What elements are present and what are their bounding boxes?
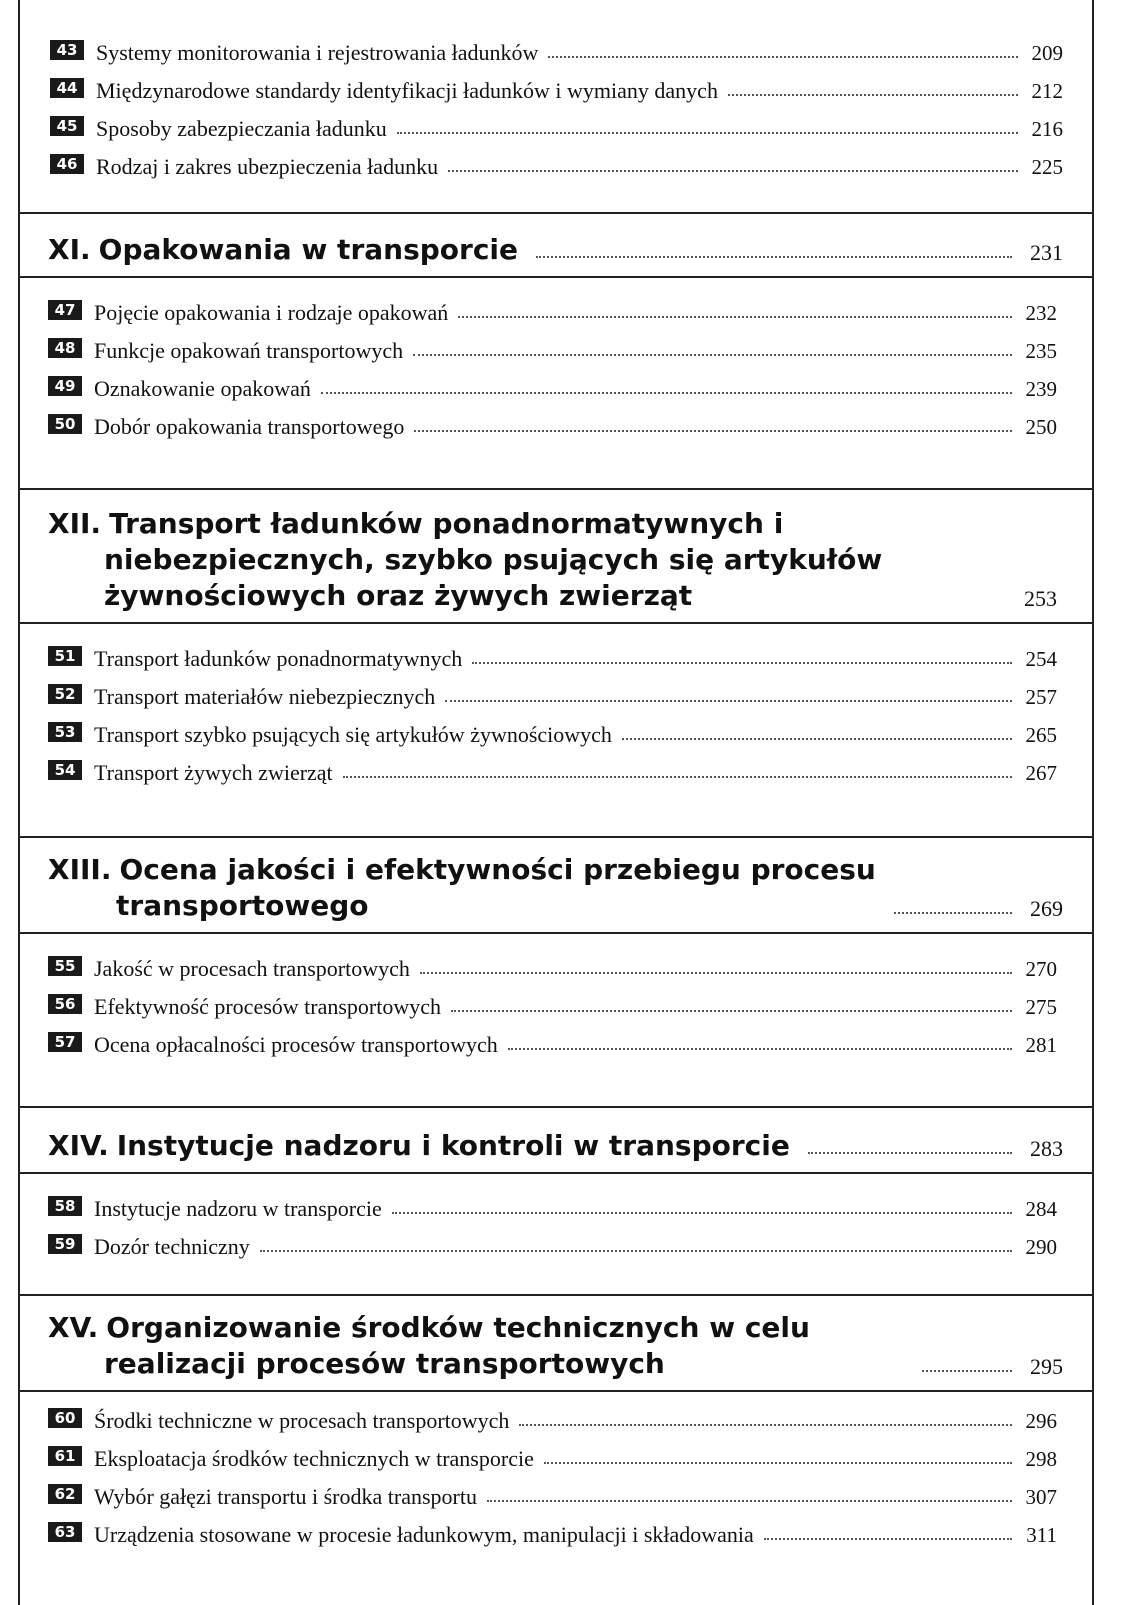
dot-leader xyxy=(397,132,1018,134)
toc-entry[interactable] xyxy=(48,1396,1057,1434)
chapter-title-text: Instytucje nadzoru i kontroli w transporcie xyxy=(116,1129,790,1162)
entry-title: Środki techniczne w procesach transportowych xyxy=(94,1408,510,1433)
chapter-section xyxy=(18,836,1093,1058)
dot-leader xyxy=(472,662,1011,664)
entry-page: 209 xyxy=(1031,41,1063,65)
toc-entry[interactable] xyxy=(48,1434,1057,1472)
chapter-number: XIV. xyxy=(48,1129,109,1162)
dot-leader xyxy=(458,316,1011,318)
entry-title: Międzynarodowe standardy identyfikacji ładunków i wymiany danych xyxy=(96,78,718,103)
entry-page: 281 xyxy=(1025,1033,1057,1057)
chapter-section xyxy=(18,488,1093,786)
dot-leader xyxy=(448,170,1017,172)
entry-page: 235 xyxy=(1025,339,1057,363)
dot-leader xyxy=(536,256,1012,258)
entry-number-badge: 58 xyxy=(48,1196,82,1216)
entry-number-badge: 61 xyxy=(48,1446,82,1466)
toc-entry[interactable] xyxy=(50,104,1063,142)
dot-leader xyxy=(764,1538,1012,1540)
entry-number-badge: 44 xyxy=(50,78,84,98)
entry-title: Wybór gałęzi transportu i środka transportu xyxy=(94,1484,477,1509)
entry-title: Efektywność procesów transportowych xyxy=(94,994,442,1019)
toc-entry[interactable] xyxy=(48,634,1057,672)
entry-title: Rodzaj i zakres ubezpieczenia ładunku xyxy=(96,154,439,179)
entry-title: Systemy monitorowania i rejestrowania ładunków xyxy=(96,40,539,65)
entry-page: 250 xyxy=(1025,415,1057,439)
dot-leader xyxy=(414,430,1011,432)
dot-leader xyxy=(548,56,1017,58)
chapter-page: 295 xyxy=(1030,1354,1063,1379)
entry-title: Transport żywych zwierząt xyxy=(94,760,333,785)
entry-number-badge: 45 xyxy=(50,116,84,136)
dot-leader xyxy=(413,354,1011,356)
entry-title: Transport ładunków ponadnormatywnych xyxy=(94,646,463,671)
dot-leader xyxy=(451,1010,1011,1012)
entry-title: Ocena opłacalności procesów transportowych xyxy=(94,1032,498,1057)
dot-leader xyxy=(392,1212,1012,1214)
dot-leader xyxy=(922,1370,1012,1372)
entry-page: 275 xyxy=(1025,995,1057,1019)
dot-leader xyxy=(622,738,1012,740)
entry-title: Urządzenia stosowane w procesie ładunkowym, manipulacji i składowania xyxy=(94,1522,754,1547)
entry-number-badge: 50 xyxy=(48,414,82,434)
dot-leader xyxy=(321,392,1012,394)
toc-entry[interactable] xyxy=(48,710,1057,748)
chapter-heading[interactable] xyxy=(18,1106,1093,1174)
entry-title: Transport materiałów niebezpiecznych xyxy=(94,684,436,709)
entry-page: 216 xyxy=(1031,117,1063,141)
entry-number-badge: 60 xyxy=(48,1408,82,1428)
entry-number-badge: 51 xyxy=(48,646,82,666)
toc-entry[interactable] xyxy=(48,672,1057,710)
toc-entry[interactable] xyxy=(48,1472,1057,1510)
entry-number-badge: 43 xyxy=(50,40,84,60)
chapter-title xyxy=(48,506,1024,614)
entry-page: 298 xyxy=(1025,1447,1057,1471)
toc-entry[interactable] xyxy=(48,288,1057,326)
entry-number-badge: 63 xyxy=(48,1522,82,1542)
entry-number-badge: 47 xyxy=(48,300,82,320)
entry-number-badge: 48 xyxy=(48,338,82,358)
chapter-section xyxy=(18,1294,1093,1548)
entry-title: Funkcje opakowań transportowych xyxy=(94,338,404,363)
chapter-title-text: Opakowania w transporcie xyxy=(98,233,519,266)
entry-page: 254 xyxy=(1025,647,1057,671)
toc-entry[interactable] xyxy=(48,982,1057,1020)
dot-leader xyxy=(519,1424,1011,1426)
entry-number-badge: 55 xyxy=(48,956,82,976)
entry-page: 290 xyxy=(1025,1235,1057,1259)
entry-page: 239 xyxy=(1025,377,1057,401)
entry-title: Instytucje nadzoru w transporcie xyxy=(94,1196,382,1221)
chapter-heading[interactable] xyxy=(18,1294,1093,1392)
entry-page: 296 xyxy=(1025,1409,1057,1433)
chapter-page: 269 xyxy=(1030,896,1063,921)
entry-title: Pojęcie opakowania i rodzaje opakowań xyxy=(94,300,449,325)
entry-page: 212 xyxy=(1031,79,1063,103)
chapter-title-text: Transport ładunków ponadnormatywnych i niebezpiecznych, szybko psujących się artykułów żywnościowych oraz żywych zwierząt xyxy=(104,507,883,612)
dot-leader xyxy=(487,1500,1012,1502)
dot-leader xyxy=(343,776,1012,778)
dot-leader xyxy=(420,972,1012,974)
entry-page: 265 xyxy=(1025,723,1057,747)
entry-title: Sposoby zabezpieczania ładunku xyxy=(96,116,387,141)
toc-entry[interactable] xyxy=(48,364,1057,402)
entry-number-badge: 56 xyxy=(48,994,82,1014)
chapter-title xyxy=(48,852,876,924)
toc-entry[interactable] xyxy=(48,1020,1057,1058)
toc-entry[interactable] xyxy=(48,326,1057,364)
entry-number-badge: 62 xyxy=(48,1484,82,1504)
dot-leader xyxy=(508,1048,1012,1050)
entry-title: Oznakowanie opakowań xyxy=(94,376,311,401)
entry-number-badge: 52 xyxy=(48,684,82,704)
chapter-title xyxy=(48,232,518,268)
chapter-title-text: Ocena jakości i efektywności przebiegu procesu transportowego xyxy=(116,853,876,922)
chapter-page: 231 xyxy=(1030,240,1063,265)
toc-entry[interactable] xyxy=(48,1510,1057,1548)
dot-leader xyxy=(808,1152,1012,1154)
toc-entry[interactable] xyxy=(48,1222,1057,1260)
chapter-number: XI. xyxy=(48,233,91,266)
entry-page: 225 xyxy=(1031,155,1063,179)
entry-page: 284 xyxy=(1025,1197,1057,1221)
entry-number-badge: 54 xyxy=(48,760,82,780)
entry-page: 270 xyxy=(1025,957,1057,981)
chapter-title xyxy=(48,1310,904,1382)
chapter-heading[interactable] xyxy=(18,488,1093,624)
entry-number-badge: 59 xyxy=(48,1234,82,1254)
toc-entry[interactable] xyxy=(48,1184,1057,1222)
entry-page: 232 xyxy=(1025,301,1057,325)
dot-leader xyxy=(894,912,1012,914)
toc-entry[interactable] xyxy=(48,748,1057,786)
dot-leader xyxy=(260,1250,1012,1252)
chapter-title-text: Organizowanie środków technicznych w celu realizacji procesów transportowych xyxy=(104,1311,810,1380)
entry-number-badge: 53 xyxy=(48,722,82,742)
toc-entry[interactable] xyxy=(48,402,1057,440)
entry-number-badge: 57 xyxy=(48,1032,82,1052)
toc-entry[interactable] xyxy=(50,66,1063,104)
chapter-number: XII. xyxy=(48,507,102,540)
entry-number-badge: 46 xyxy=(50,154,84,174)
entry-page: 311 xyxy=(1026,1523,1057,1547)
chapter-section xyxy=(18,212,1093,440)
chapter-number: XV. xyxy=(48,1311,99,1344)
dot-leader xyxy=(544,1462,1012,1464)
entry-page: 257 xyxy=(1025,685,1057,709)
dot-leader xyxy=(728,94,1018,96)
chapter-number: XIII. xyxy=(48,853,112,886)
toc-entry[interactable] xyxy=(48,944,1057,982)
chapter-heading[interactable] xyxy=(18,212,1093,278)
chapter-title xyxy=(48,1128,790,1164)
top-section xyxy=(18,18,1093,180)
toc-entry[interactable] xyxy=(50,142,1063,180)
entry-number-badge: 49 xyxy=(48,376,82,396)
entry-title: Eksploatacja środków technicznych w transporcie xyxy=(94,1446,534,1471)
chapter-page: 283 xyxy=(1030,1136,1063,1161)
chapter-heading[interactable] xyxy=(18,836,1093,934)
entry-title: Dobór opakowania transportowego xyxy=(94,414,405,439)
entry-page: 267 xyxy=(1025,761,1057,785)
chapter-page: 253 xyxy=(1024,586,1057,611)
chapter-section xyxy=(18,1106,1093,1260)
entry-title: Dozór techniczny xyxy=(94,1234,250,1259)
dot-leader xyxy=(445,700,1011,702)
toc-entry[interactable] xyxy=(50,28,1063,66)
entry-title: Transport szybko psujących się artykułów żywnościowych xyxy=(94,722,612,747)
entry-page: 307 xyxy=(1025,1485,1057,1509)
entry-title: Jakość w procesach transportowych xyxy=(94,956,410,981)
